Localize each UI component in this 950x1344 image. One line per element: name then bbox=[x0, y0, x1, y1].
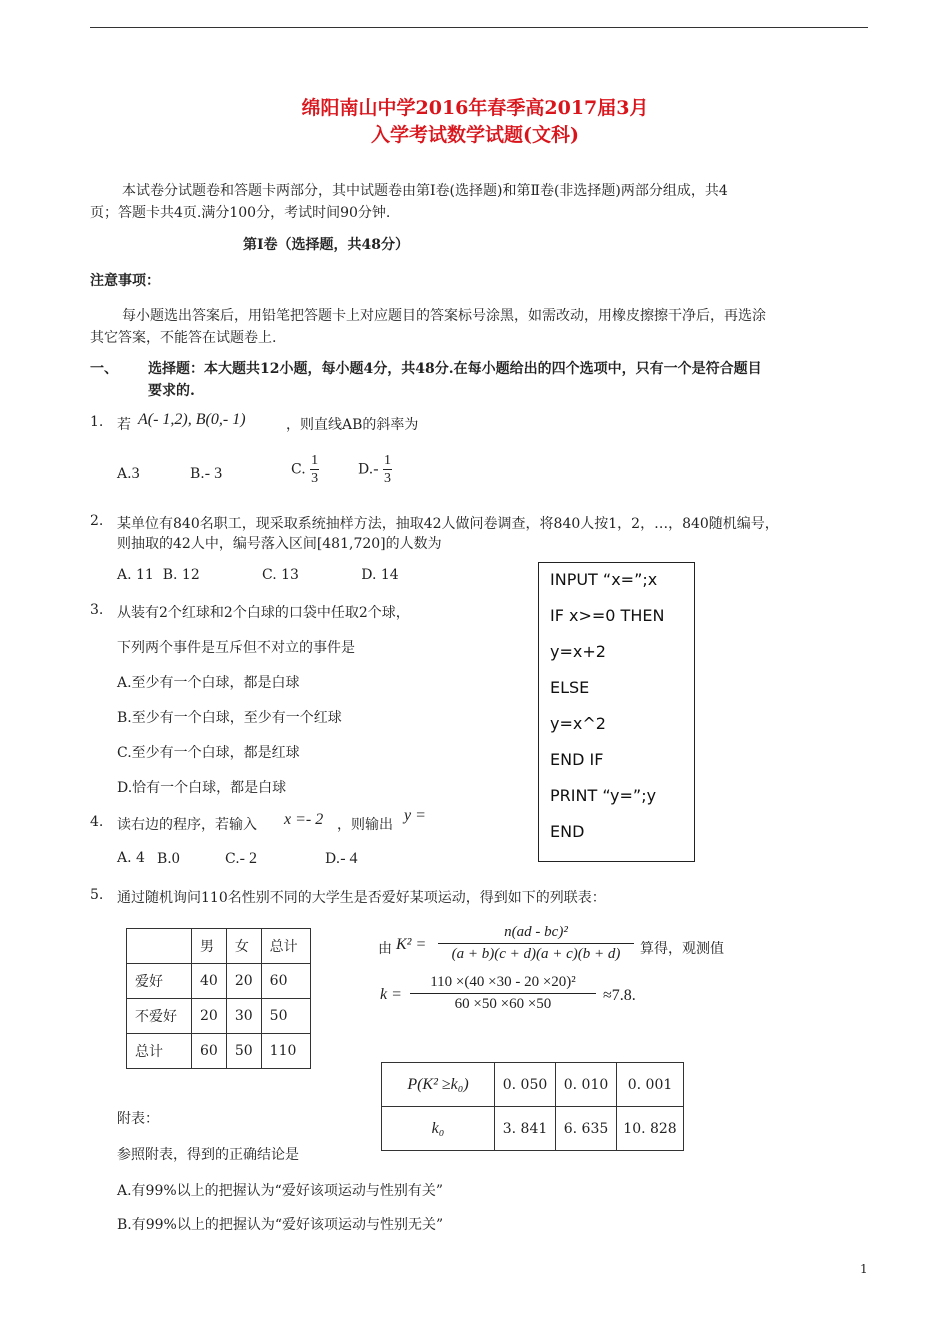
q3-option-b: B.至少有一个白球，至少有一个红球 bbox=[117, 710, 342, 726]
q3-option-a: A.至少有一个白球，都是白球 bbox=[117, 675, 300, 691]
q1-option-d-label: D. bbox=[358, 461, 374, 478]
q1-post: ，则直线AB的斜率为 bbox=[286, 417, 419, 433]
q3-option-c: C.至少有一个白球，都是红球 bbox=[117, 745, 300, 761]
table-cell: 女 bbox=[226, 929, 261, 964]
table-cell bbox=[127, 929, 192, 964]
table-cell: 0. 050 bbox=[495, 1063, 556, 1107]
q4-option-b-label: B. bbox=[157, 851, 172, 867]
critical-value-table bbox=[381, 1062, 684, 1151]
q4-option-c bbox=[225, 850, 257, 868]
q1-option-c-fraction: $\frac{1}{3}$ bbox=[311, 453, 319, 486]
table-cell: 爱好 bbox=[127, 964, 192, 999]
q2-options: A. 11 B. 12 C. 13 D. 14 bbox=[117, 567, 399, 583]
q3-line1: 从装有2个红球和2个白球的口袋中任取2个球， bbox=[117, 605, 410, 621]
q4-number: 4. bbox=[90, 814, 104, 830]
q4-option-d-label: D. bbox=[325, 851, 341, 867]
q5-option-b: B.有99%以上的把握认为“爱好该项运动与性别无关” bbox=[117, 1217, 444, 1233]
table-cell: 0. 001 bbox=[617, 1063, 684, 1107]
q1-option-c-label: C. bbox=[291, 461, 306, 478]
program-line: PRINT “y=”;y bbox=[550, 786, 657, 805]
table-cell: 20 bbox=[192, 999, 227, 1034]
q4-option-d bbox=[325, 850, 358, 868]
notice-heading: 注意事项： bbox=[90, 273, 160, 289]
k-value-approx: ≈7.8. bbox=[603, 987, 636, 1004]
q1-points: A(- 1,2), B(0,- 1) bbox=[138, 411, 246, 428]
table-row bbox=[127, 1034, 311, 1069]
q4-input: x =- 2 bbox=[284, 811, 324, 828]
appendix-label: 附表： bbox=[117, 1111, 159, 1127]
q4-option-c-label: C. bbox=[225, 851, 240, 867]
q1-option-a-label: A. bbox=[117, 466, 132, 482]
program-line: END IF bbox=[550, 750, 604, 769]
q4-option-a: A. 4 bbox=[117, 850, 145, 866]
table-cell: 60 bbox=[192, 1034, 227, 1069]
table-cell: 总计 bbox=[127, 1034, 192, 1069]
program-box bbox=[538, 562, 695, 862]
table-cell: 30 bbox=[226, 999, 261, 1034]
q4-option-c-value: - 2 bbox=[239, 850, 257, 867]
exam-title-line1: 绵阳南山中学2016年春季高2017届3月 bbox=[301, 97, 649, 119]
table-row bbox=[127, 964, 311, 999]
k2-formula-denominator: (a + b)(c + d)(a + c)(b + d) bbox=[451, 946, 621, 962]
exam-title-line2: 入学考试数学试题(文科) bbox=[371, 124, 579, 146]
q5-line1: 通过随机询问110名性别不同的大学生是否爱好某项运动，得到如下的列联表： bbox=[117, 890, 606, 906]
q1-option-d bbox=[358, 452, 392, 487]
q1-option-b-label: B. bbox=[190, 466, 205, 482]
q3-number: 3. bbox=[90, 602, 104, 618]
table-cell: 20 bbox=[226, 964, 261, 999]
table-cell: P(K² ≥k₀) bbox=[382, 1063, 495, 1107]
k2-formula-pre: 由 bbox=[378, 941, 392, 957]
q2-line2: 则抽取的42人中，编号落入区间[481,720]的人数为 bbox=[117, 536, 442, 552]
table-row bbox=[127, 999, 311, 1034]
q3-line2: 下列两个事件是互斥但不对立的事件是 bbox=[117, 640, 355, 656]
contingency-table bbox=[126, 928, 311, 1069]
q1-option-d-fraction: $\frac{1}{3}$ bbox=[383, 453, 391, 486]
q3-option-d: D.恰有一个白球，都是白球 bbox=[117, 780, 287, 796]
table-row bbox=[382, 1063, 684, 1107]
k2-formula-lhs: K² = bbox=[396, 936, 427, 953]
k-value-numerator: 110 ×(40 ×30 - 20 ×20)² bbox=[410, 974, 596, 994]
q1-pre: 若 bbox=[117, 417, 131, 433]
q5-reference: 参照附表，得到的正确结论是 bbox=[117, 1147, 299, 1163]
q2-line1: 某单位有840名职工，现采取系统抽样方法，抽取42人做问卷调查，将840人按1，2，…，840随机编号， bbox=[117, 516, 779, 532]
notice-line2: 其它答案，不能答在试题卷上. bbox=[90, 330, 277, 346]
q4-option-b-value: 0 bbox=[171, 850, 180, 867]
table-cell: 110 bbox=[261, 1034, 310, 1069]
section1-number: 一、 bbox=[90, 361, 118, 377]
table-row bbox=[382, 1107, 684, 1151]
table-cell: 50 bbox=[226, 1034, 261, 1069]
table-cell: 男 bbox=[192, 929, 227, 964]
q4-option-d-value: - 4 bbox=[340, 850, 358, 867]
part1-heading: 第Ⅰ卷（选择题，共48分） bbox=[243, 237, 410, 253]
intro-line2: 页；答题卡共4页.满分100分，考试时间90分钟. bbox=[90, 205, 391, 221]
q5-number: 5. bbox=[90, 887, 104, 903]
program-line: y=x^2 bbox=[550, 714, 606, 733]
q4-pre: 读右边的程序，若输入 bbox=[117, 817, 257, 833]
k-value-lhs: k = bbox=[380, 986, 402, 1003]
k2-formula-fraction bbox=[438, 924, 634, 963]
q5-option-a: A.有99%以上的把握认为“爱好该项运动与性别有关” bbox=[117, 1183, 443, 1199]
q4-output: y = bbox=[404, 807, 426, 824]
page-number: 1 bbox=[860, 1262, 868, 1276]
program-line: END bbox=[550, 822, 585, 841]
k-value-denominator: 60 ×50 ×60 ×50 bbox=[454, 996, 552, 1012]
q1-option-d-sign: - bbox=[373, 460, 379, 478]
k2-formula-post: 算得，观测值 bbox=[640, 941, 724, 957]
q1-option-c bbox=[291, 452, 319, 487]
section1-line2: 要求的. bbox=[148, 383, 195, 399]
table-cell: 3. 841 bbox=[495, 1107, 556, 1151]
q1-number: 1. bbox=[90, 414, 104, 430]
q4-mid: ，则输出 bbox=[337, 817, 393, 833]
table-cell: 6. 635 bbox=[556, 1107, 617, 1151]
q1-option-b-value: - 3 bbox=[204, 465, 223, 482]
program-line: y=x+2 bbox=[550, 642, 606, 661]
notice-line1: 每小题选出答案后，用铅笔把答题卡上对应题目的答案标号涂黑，如需改动，用橡皮擦擦干净后，再选涂 bbox=[122, 308, 766, 324]
table-row bbox=[127, 929, 311, 964]
header-rule bbox=[90, 27, 868, 28]
table-cell: 0. 010 bbox=[556, 1063, 617, 1107]
table-cell: 40 bbox=[192, 964, 227, 999]
section1-line1: 选择题：本大题共12小题，每小题4分，共48分.在每小题给出的四个选项中，只有一个是符合题目 bbox=[148, 361, 762, 377]
program-line: IF x>=0 THEN bbox=[550, 606, 665, 625]
q4-option-b bbox=[157, 850, 180, 868]
q1-option-a bbox=[117, 465, 140, 483]
table-cell: 总计 bbox=[261, 929, 310, 964]
table-cell: 不爱好 bbox=[127, 999, 192, 1034]
intro-line1: 本试卷分试题卷和答题卡两部分，其中试题卷由第Ⅰ卷(选择题)和第Ⅱ卷(非选择题)两部分组成，共4 bbox=[122, 183, 728, 199]
q2-number: 2. bbox=[90, 513, 104, 529]
table-cell: k₀ bbox=[382, 1107, 495, 1151]
table-cell: 50 bbox=[261, 999, 310, 1034]
program-line: ELSE bbox=[550, 678, 590, 697]
q1-option-a-value: 3 bbox=[131, 465, 140, 482]
k-value-fraction bbox=[410, 974, 596, 1013]
table-cell: 10. 828 bbox=[617, 1107, 684, 1151]
table-cell: 60 bbox=[261, 964, 310, 999]
q1-option-b bbox=[190, 465, 222, 483]
program-line: INPUT “x=”;x bbox=[550, 570, 658, 589]
k2-formula-numerator: n(ad - bc)² bbox=[438, 924, 634, 944]
